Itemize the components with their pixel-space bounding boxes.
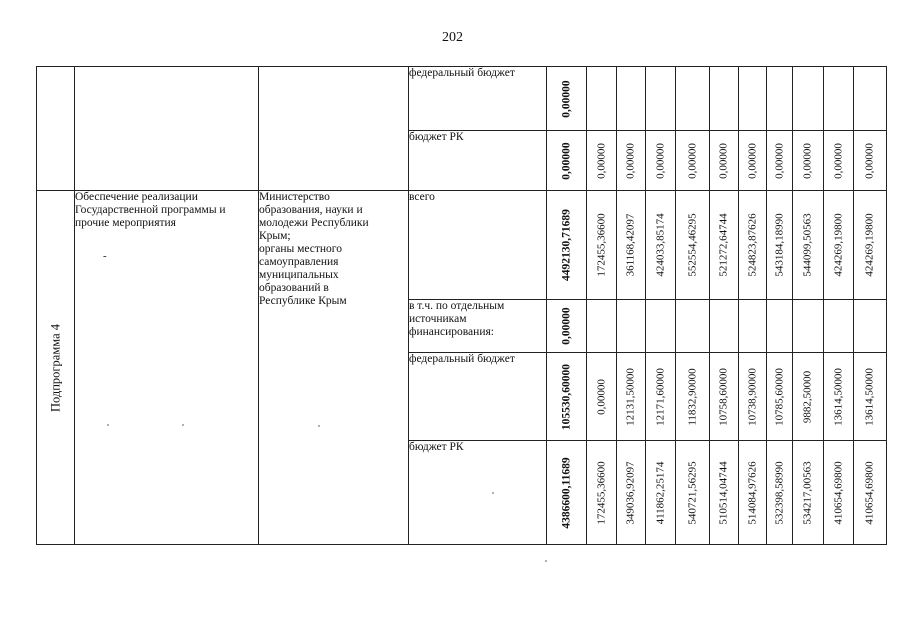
total-cell: 0,00000 [547,300,587,353]
year-cell [617,300,646,353]
year-cell: 0,00000 [739,131,767,191]
year-cell [617,67,646,131]
year-cell: 349036,92097 [617,441,646,545]
year-cell: 532398,58990 [767,441,793,545]
year-cell: 13614,50000 [854,353,887,441]
year-cell [854,300,887,353]
total-cell: 4492130,71689 [547,191,587,300]
executor-line: самоуправления [259,256,339,268]
year-cell: 0,00000 [676,131,710,191]
source-cell: федеральный бюджет [409,353,547,441]
scan-mark: - [103,250,107,262]
table-row [37,67,887,131]
year-cell: 534217,00563 [793,441,824,545]
year-cell [793,67,824,131]
year-cell: 172455,36600 [587,441,617,545]
executor-line: Министерство [259,191,330,203]
year-cell: 10785,60000 [767,353,793,441]
executor-line: Республике Крым [259,295,347,307]
year-cell: 0,00000 [793,131,824,191]
executor-line: муниципальных [259,269,339,281]
measure-name: Обеспечение реализации Государственной программы и прочие мероприятия [75,191,226,229]
cell-empty [37,67,75,191]
year-cell: 424269,19800 [854,191,887,300]
year-cell: 0,00000 [646,131,676,191]
source-cell: бюджет РК [409,441,547,545]
scan-dot [318,425,320,427]
year-cell: 0,00000 [587,131,617,191]
executor-cell [259,191,409,545]
year-cell [710,300,739,353]
year-cell: 0,00000 [824,131,854,191]
year-cell: 424269,19800 [824,191,854,300]
year-cell: 0,00000 [854,131,887,191]
year-cell [767,300,793,353]
year-cell [854,67,887,131]
year-cell: 361168,42097 [617,191,646,300]
year-cell: 13614,50000 [824,353,854,441]
year-cell: 521272,64744 [710,191,739,300]
scan-dot [182,424,184,426]
year-cell: 543184,18990 [767,191,793,300]
total-cell: 105530,60000 [547,353,587,441]
year-cell [793,300,824,353]
year-cell: 510514,04744 [710,441,739,545]
year-cell [739,67,767,131]
source-cell: всего [409,191,547,300]
year-cell [646,300,676,353]
year-cell [587,300,617,353]
year-cell: 0,00000 [617,131,646,191]
cell-empty [75,67,259,191]
budget-table [36,66,887,545]
year-cell [710,67,739,131]
cell-empty [259,67,409,191]
source-cell: в т.ч. по отдельным источникам финансирования: [409,300,547,353]
year-cell: 552554,46295 [676,191,710,300]
executor-line: органы местного [259,243,342,255]
page-number: 202 [442,30,463,45]
year-cell: 544099,50563 [793,191,824,300]
scan-dot [492,492,494,494]
year-cell: 424033,85174 [646,191,676,300]
year-cell: 12131,50000 [617,353,646,441]
year-cell: 540721,56295 [676,441,710,545]
year-cell: 10738,90000 [739,353,767,441]
year-cell: 10758,60000 [710,353,739,441]
total-cell: 0,00000 [547,67,587,131]
year-cell [676,67,710,131]
year-cell: 410654,69800 [824,441,854,545]
table-row [37,191,887,300]
year-cell [824,67,854,131]
year-cell [767,67,793,131]
total-cell: 4386600,11689 [547,441,587,545]
scan-dot [545,560,547,562]
executor-line: Крым; [259,230,291,242]
year-cell: 12171,60000 [646,353,676,441]
year-cell: 11832,90000 [676,353,710,441]
year-cell [676,300,710,353]
year-cell: 0,00000 [587,353,617,441]
subprogram-label: Подпрограмма 4 [48,323,62,412]
year-cell [587,67,617,131]
year-cell: 172455,36600 [587,191,617,300]
executor-line: образования, науки и [259,204,363,216]
year-cell: 410654,69800 [854,441,887,545]
year-cell [824,300,854,353]
year-cell: 0,00000 [710,131,739,191]
year-cell [739,300,767,353]
source-cell: федеральный бюджет [409,67,547,131]
source-cell: бюджет РК [409,131,547,191]
executor-line: молодежи Республики [259,217,369,229]
year-cell [646,67,676,131]
subprogram-label-cell [37,191,75,545]
measure-cell [75,191,259,545]
executor-line: образований в [259,282,329,294]
year-cell: 524823,87626 [739,191,767,300]
year-cell: 9882,50000 [793,353,824,441]
year-cell: 0,00000 [767,131,793,191]
year-cell: 514084,97626 [739,441,767,545]
total-cell: 0,00000 [547,131,587,191]
scan-dot [107,424,109,426]
year-cell: 411862,25174 [646,441,676,545]
